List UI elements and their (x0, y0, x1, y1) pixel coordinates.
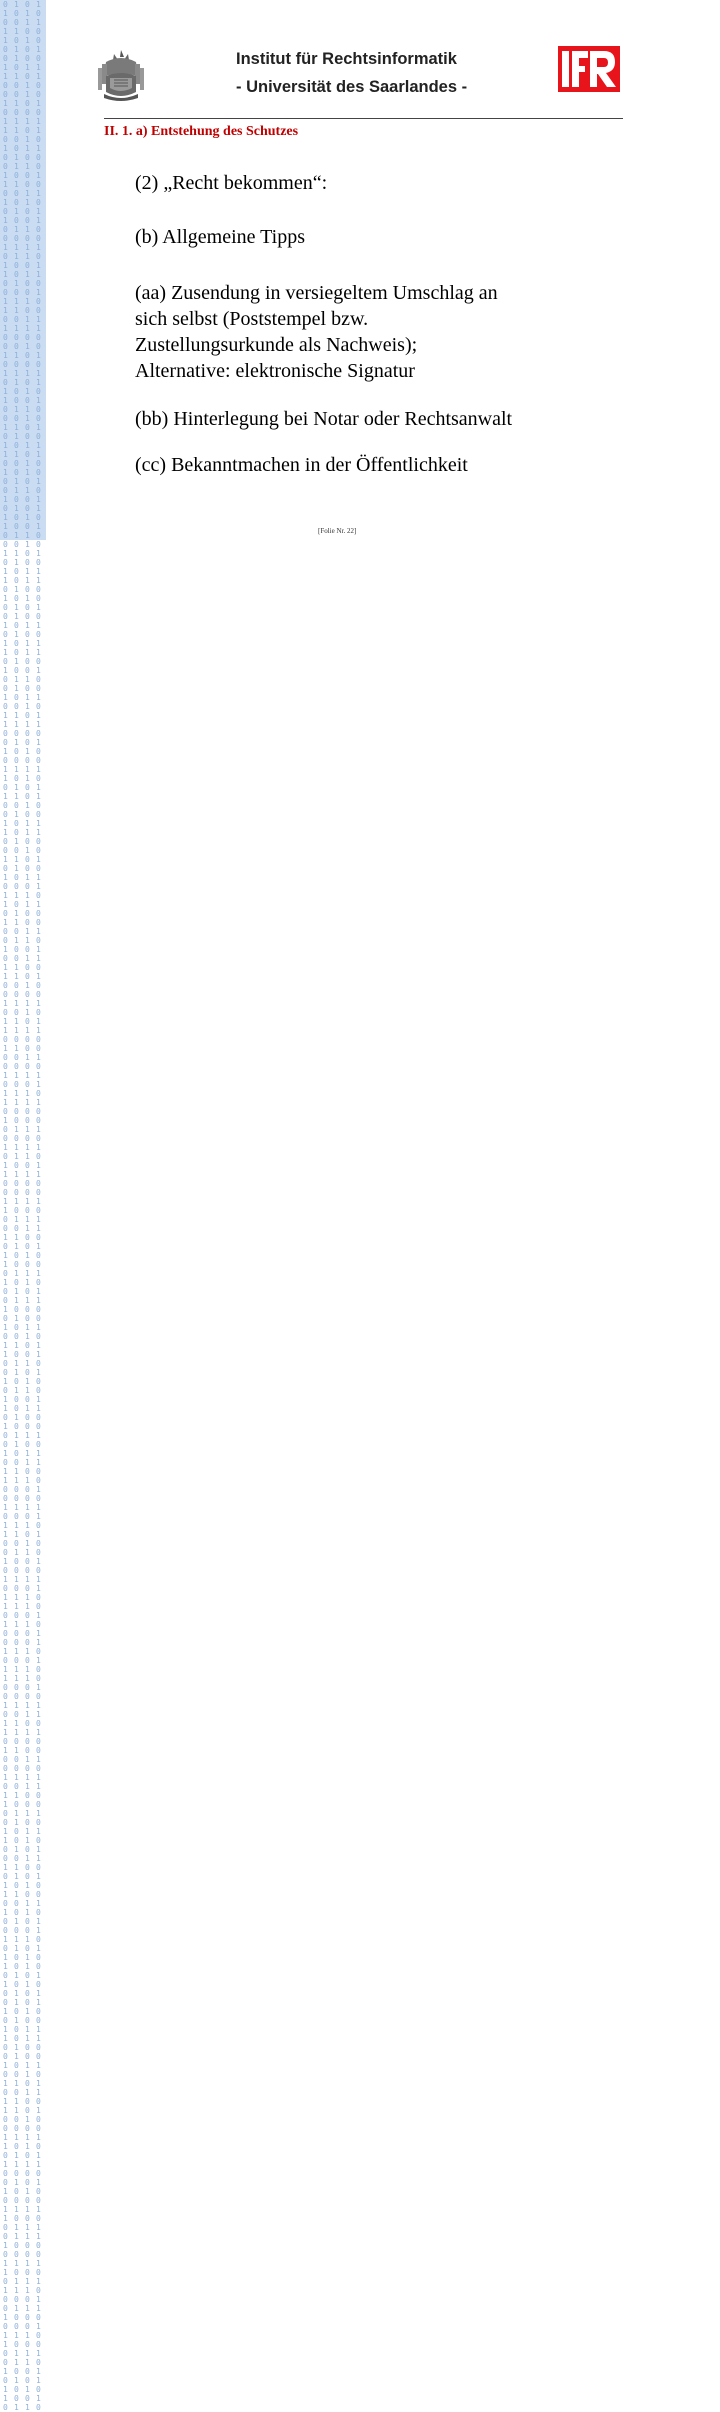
subpoint-heading: (b) Allgemeine Tipps (135, 226, 306, 248)
binary-decoration-strip (0, 0, 46, 2412)
binary-column: 1001011010010110011010010101100101101001011001011010011010010110010110100101100110100101101001011001011010011001011010010110010110100101011001011010010110100101100110010110100101101001011001011010010101100101101001011001011010011001011001011010010110010110100101101001 (14, 0, 19, 2412)
header-divider (104, 118, 623, 119)
university-crest-icon (96, 48, 146, 102)
slide-number: [Folie Nr. 22] (318, 527, 357, 535)
institute-name: Institut für Rechtsinformatik (236, 50, 457, 68)
tip-aa-line: Alternative: elektronische Signatur (135, 360, 415, 382)
binary-column: 1010010110010110100101011001011010011001011010010110010110100101100101011010010110100101100110010110100101101001011001011010010101100101101001011001011010011001011001011010010110010110100101101001011001010110100101101001011001100101101001011010010110010101101001011010 (36, 0, 41, 2412)
binary-column: 0101100110010110100110101001011001101001010110010110100101100101101001011010010110010110100110010101101001011001011010010110100101100110010110100101011001011010010110010110010101101001011001011010010110011001011010010110100101100101011001101001011001011010010110010110 (3, 0, 8, 2412)
point-title: (2) „Recht bekommen“: (135, 172, 328, 194)
tip-cc: (cc) Bekanntmachen in der Öffentlichkeit (135, 454, 468, 476)
tip-aa (135, 280, 625, 384)
tip-aa-line: sich selbst (Poststempel bzw. (135, 308, 369, 330)
university-name: - Universität des Saarlandes - (236, 78, 468, 96)
tip-aa-line: (aa) Zusendung in versiegeltem Umschlag an (135, 282, 498, 304)
tip-aa-line: Zustellungsurkunde als Nachweis); (135, 334, 418, 356)
tip-bb: (bb) Hinterlegung bei Notar oder Rechtsanwalt (135, 408, 513, 430)
ifr-logo (558, 46, 620, 92)
section-heading: II. 1. a) Entstehung des Schutzes (104, 124, 299, 139)
binary-column: 0110100101100101101001100101101001011010010101100101101001011001101001011001011010010110010110100101100110100101101001010110010110100101100101101001100101101001011010010101100101101001011001101001011001011010010110010110100101100110100101101001010110010110100101100101 (25, 0, 30, 2412)
